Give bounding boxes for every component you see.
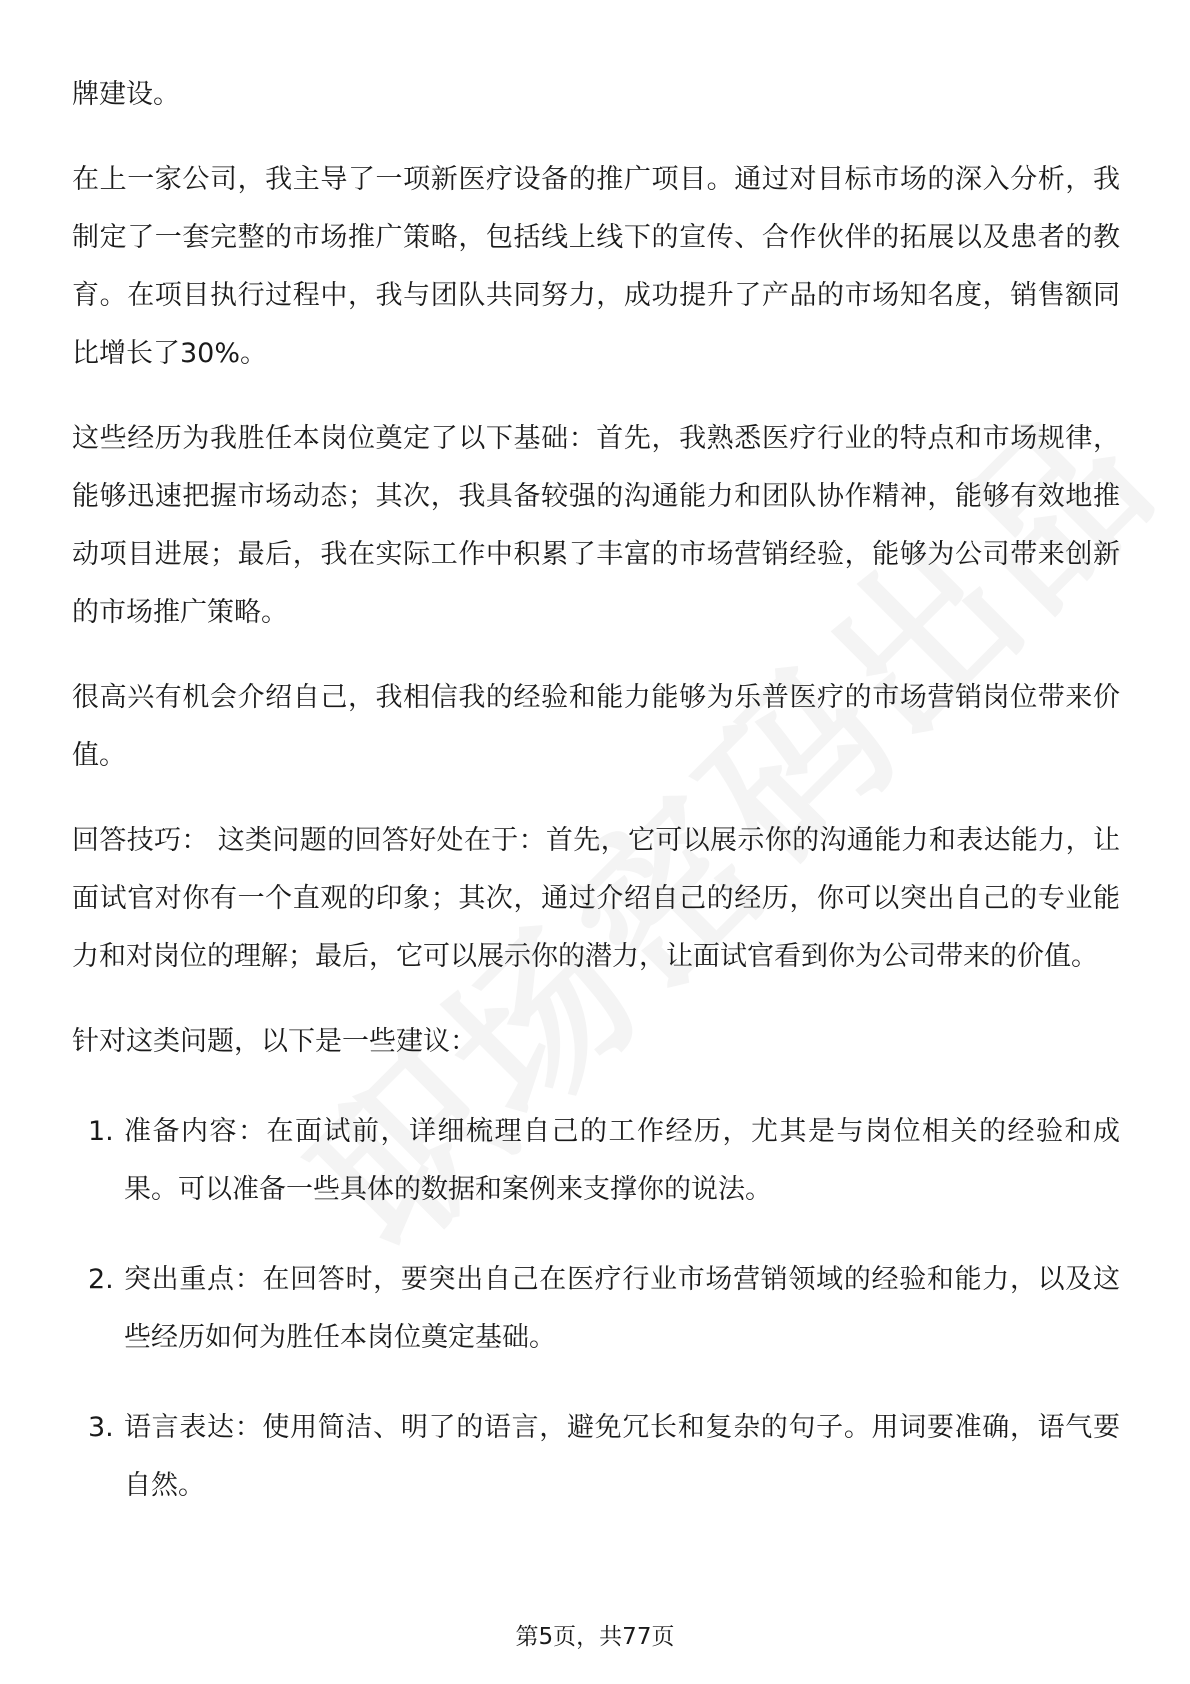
list-number: 3. xyxy=(88,1412,114,1443)
paragraph-answer-tips: 回答技巧： 这类问题的回答好处在于：首先，它可以展示你的沟通能力和表达能力，让面试官对你有一个直观的印象；其次，通过介绍自己的经历，你可以突出自己的专业能力和对岗位的理解；最后，它可以展示你的潜力，让面试官看到你为公司带来的价值。 xyxy=(72,825,1120,972)
list-number: 2. xyxy=(88,1264,114,1295)
list-text: 准备内容：在面试前，详细梳理自己的工作经历，尤其是与岗位相关的经验和成果。可以准备一些具体的数据和案例来支撑你的说法。 xyxy=(124,1116,1120,1205)
paragraph-suggestions-intro: 针对这类问题，以下是一些建议： xyxy=(72,1026,477,1057)
paragraph-brand-continuation: 牌建设。 xyxy=(72,79,180,110)
document-body xyxy=(72,66,1120,1515)
paragraph-closing: 很高兴有机会介绍自己，我相信我的经验和能力能够为乐普医疗的市场营销岗位带来价值。 xyxy=(72,682,1120,771)
list-item xyxy=(72,1251,1120,1367)
page-footer: 第5页，共77页 xyxy=(515,1624,675,1650)
list-item xyxy=(72,1103,1120,1219)
list-text: 语言表达：使用简洁、明了的语言，避免冗长和复杂的句子。用词要准确，语气要自然。 xyxy=(124,1412,1120,1501)
list-text: 突出重点：在回答时，要突出自己在医疗行业市场营销领域的经验和能力，以及这些经历如何为胜任本岗位奠定基础。 xyxy=(124,1264,1120,1353)
paragraph-foundation: 这些经历为我胜任本岗位奠定了以下基础：首先，我熟悉医疗行业的特点和市场规律，能够迅速把握市场动态；其次，我具备较强的沟通能力和团队协作精神，能够有效地推动项目进展；最后，我在实际工作中积累了丰富的市场营销经验，能够为公司带来创新的市场推广策略。 xyxy=(72,423,1120,628)
suggestion-list xyxy=(72,1103,1120,1515)
list-item xyxy=(72,1399,1120,1515)
list-number: 1. xyxy=(88,1116,114,1147)
paragraph-previous-project: 在上一家公司，我主导了一项新医疗设备的推广项目。通过对目标市场的深入分析，我制定了一套完整的市场推广策略，包括线上线下的宣传、合作伙伴的拓展以及患者的教育。在项目执行过程中，我与团队共同努力，成功提升了产品的市场知名度，销售额同比增长了30%。 xyxy=(72,164,1120,369)
